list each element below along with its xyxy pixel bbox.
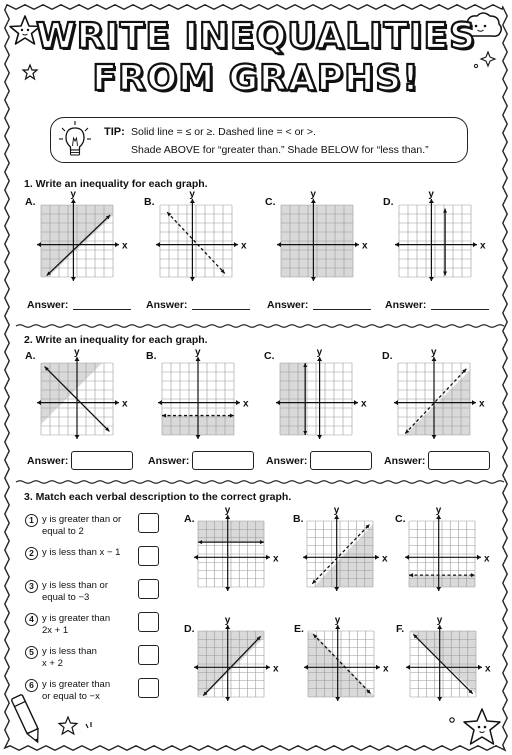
y-axis-label: y [70,189,76,200]
axis-arrow-icon [335,697,340,701]
y-axis-label: y [74,347,80,358]
match-answer-box[interactable] [138,579,159,599]
section-3-graph-f [400,615,494,713]
y-axis-label: y [195,347,201,358]
axis-arrow-icon [71,277,76,281]
axis-arrow-icon [432,435,437,439]
section-3-graph-d-wrapper [188,615,282,718]
section-3-graph-label: A. [184,513,195,525]
section-1-heading: 1. Write an inequality for each graph. [24,178,208,190]
x-axis-label: x [383,663,389,675]
y-axis-label: y [435,505,442,516]
section-2-graph-c-wrapper [270,347,370,456]
page-title: WRITE INEQUALITIES [35,16,476,57]
x-axis-label: x [273,663,279,675]
answer-blank[interactable] [431,309,489,310]
axis-arrow-icon [311,277,316,281]
x-axis-label: x [484,553,490,565]
axis-arrow-icon [194,665,198,670]
answer-label: Answer: [267,299,309,311]
section-3-graph-label: D. [184,623,195,635]
description-text: equal to −3 [42,592,90,603]
section-2-graph-label: D. [382,350,393,362]
axis-arrow-icon [405,555,409,560]
description-text: y is less than or [42,580,108,591]
description-number: 6 [25,679,38,692]
axis-arrow-icon [394,400,398,405]
section-3-graph-e [298,615,392,713]
section-3-graph-a-wrapper [188,505,282,608]
line-arrow-icon [312,579,316,583]
y-axis-label: y [189,189,195,200]
section-3-graph-label: E. [294,623,304,635]
axis-arrow-icon [429,277,434,281]
section-1-graph-label: C. [265,196,276,208]
axis-arrow-icon [477,555,481,560]
section-2-graph-label: B. [146,350,157,362]
match-answer-box[interactable] [138,645,159,665]
description-number: 2 [25,547,38,560]
axis-arrow-icon [37,400,41,405]
description-text: y is less than [42,646,97,657]
x-axis-label: x [485,663,491,675]
description-number: 5 [25,646,38,659]
answer-label: Answer: [27,299,69,311]
answer-label: Answer: [27,455,69,467]
axis-arrow-icon [355,242,359,247]
section-3-graph-c [399,505,493,603]
answer-label: Answer: [384,455,426,467]
answer-label: Answer: [148,455,190,467]
axis-arrow-icon [317,435,322,439]
x-axis-label: x [479,398,485,410]
y-axis-label: y [334,615,341,626]
axis-arrow-icon [158,400,162,405]
section-2-graph-c [270,347,370,451]
tip-label: TIP: [104,126,125,138]
answer-box[interactable] [192,451,254,470]
axis-arrow-icon [236,400,240,405]
description-text: or equal to −x [42,691,100,702]
answer-blank[interactable] [313,309,371,310]
axis-arrow-icon [334,587,339,591]
answer-blank[interactable] [73,309,131,310]
section-3-graph-label: F. [396,623,405,635]
x-axis-label: x [361,398,367,410]
axis-arrow-icon [194,555,198,560]
x-axis-label: x [480,240,486,252]
description-text: equal to 2 [42,526,84,537]
axis-arrow-icon [376,665,380,670]
axis-arrow-icon [266,555,270,560]
match-answer-box[interactable] [138,546,159,566]
y-axis-label: y [428,189,434,200]
axis-arrow-icon [190,277,195,281]
section-2-graph-b [152,347,252,451]
x-axis-label: x [243,398,249,410]
y-axis-label: y [316,347,323,358]
axis-arrow-icon [436,587,441,591]
axis-arrow-icon [196,435,201,439]
axis-arrow-icon [75,435,80,439]
section-1-graph-label: B. [144,196,155,208]
y-axis-label: y [333,505,340,516]
section-3-heading: 3. Match each verbal description to the correct graph. [24,491,292,503]
section-3-graph-label: C. [395,513,406,525]
description-text: y is greater than or [42,514,122,525]
x-axis-label: x [122,240,128,252]
section-2-graph-d-wrapper [388,347,488,456]
answer-blank[interactable] [192,309,250,310]
section-3-graph-f-wrapper [400,615,494,718]
description-text: x + 2 [42,658,63,669]
axis-arrow-icon [276,400,280,405]
answer-label: Answer: [146,299,188,311]
section-2-graph-b-wrapper [152,347,252,456]
y-axis-label: y [310,189,316,200]
x-axis-label: x [122,398,128,410]
description-text: y is greater than [42,613,111,624]
x-axis-label: x [273,553,279,565]
pencil-icon [10,690,46,748]
section-3-graph-b [297,505,391,603]
axis-arrow-icon [395,242,399,247]
axis-arrow-icon [225,697,230,701]
description-number: 1 [25,514,38,527]
section-1-graph-label: D. [383,196,394,208]
axis-arrow-icon [478,665,482,670]
axis-arrow-icon [375,555,379,560]
axis-arrow-icon [354,400,358,405]
section-2-graph-label: C. [264,350,275,362]
description-text: 2x + 1 [42,625,69,636]
x-axis-label: x [362,240,368,252]
axis-arrow-icon [156,242,160,247]
y-axis-label: y [431,347,437,358]
section-2-heading: 2. Write an inequality for each graph. [24,334,208,346]
line-arrow-icon [167,212,171,216]
x-axis-label: x [382,553,388,565]
section-3-graph-c-wrapper [399,505,493,608]
axis-arrow-icon [472,400,476,405]
section-1-graph-d [389,189,489,293]
x-axis-label: x [241,240,247,252]
section-2-graph-a [31,347,131,451]
section-3-graph-label: B. [293,513,304,525]
page-subtitle: FROM GRAPHS! [92,58,420,99]
axis-arrow-icon [304,665,308,670]
match-answer-box[interactable] [138,513,159,533]
y-axis-label: y [224,505,231,516]
section-1-graph-c-wrapper [271,189,371,298]
axis-arrow-icon [234,242,238,247]
section-1-graph-label: A. [25,196,36,208]
section-3-graph-b-wrapper [297,505,391,608]
axis-arrow-icon [406,665,410,670]
axis-arrow-icon [115,400,119,405]
axis-arrow-icon [225,587,230,591]
axis-arrow-icon [266,665,270,670]
answer-box[interactable] [428,451,490,470]
section-1-graph-c [271,189,371,293]
axis-arrow-icon [37,242,41,247]
axis-arrow-icon [277,242,281,247]
bottom-star-icon [58,714,102,738]
description-number: 4 [25,613,38,626]
tip-box [50,117,468,163]
tip-line-2: Shade ABOVE for “greater than.” Shade BELOW for “less than.” [131,144,429,156]
section-2-graph-label: A. [25,350,36,362]
description-number: 3 [25,580,38,593]
section-1-graph-a [31,189,131,293]
section-1-graph-d-wrapper [389,189,489,298]
match-answer-box[interactable] [138,678,159,698]
description-text: y is greater than [42,679,111,690]
description-text: y is less than x − 1 [42,547,121,558]
section-1-graph-b [150,189,250,293]
answer-label: Answer: [385,299,427,311]
y-axis-label: y [224,615,231,626]
section-3-graph-e-wrapper [298,615,392,718]
section-1-graph-a-wrapper [31,189,131,298]
answer-label: Answer: [266,455,308,467]
lightbulb-icon [57,120,93,160]
answer-box[interactable] [310,451,372,470]
answer-box[interactable] [71,451,133,470]
y-axis-label: y [436,615,443,626]
axis-arrow-icon [115,242,119,247]
tip-line-1: Solid line = ≤ or ≥. Dashed line = < or >. [131,126,316,138]
axis-arrow-icon [303,555,307,560]
axis-arrow-icon [473,242,477,247]
section-3-graph-a [188,505,282,603]
section-3-graph-d [188,615,282,713]
axis-arrow-icon [437,697,442,701]
section-2-graph-d [388,347,488,451]
section-2-graph-a-wrapper [31,347,131,456]
match-answer-box[interactable] [138,612,159,632]
section-1-graph-b-wrapper [150,189,250,298]
